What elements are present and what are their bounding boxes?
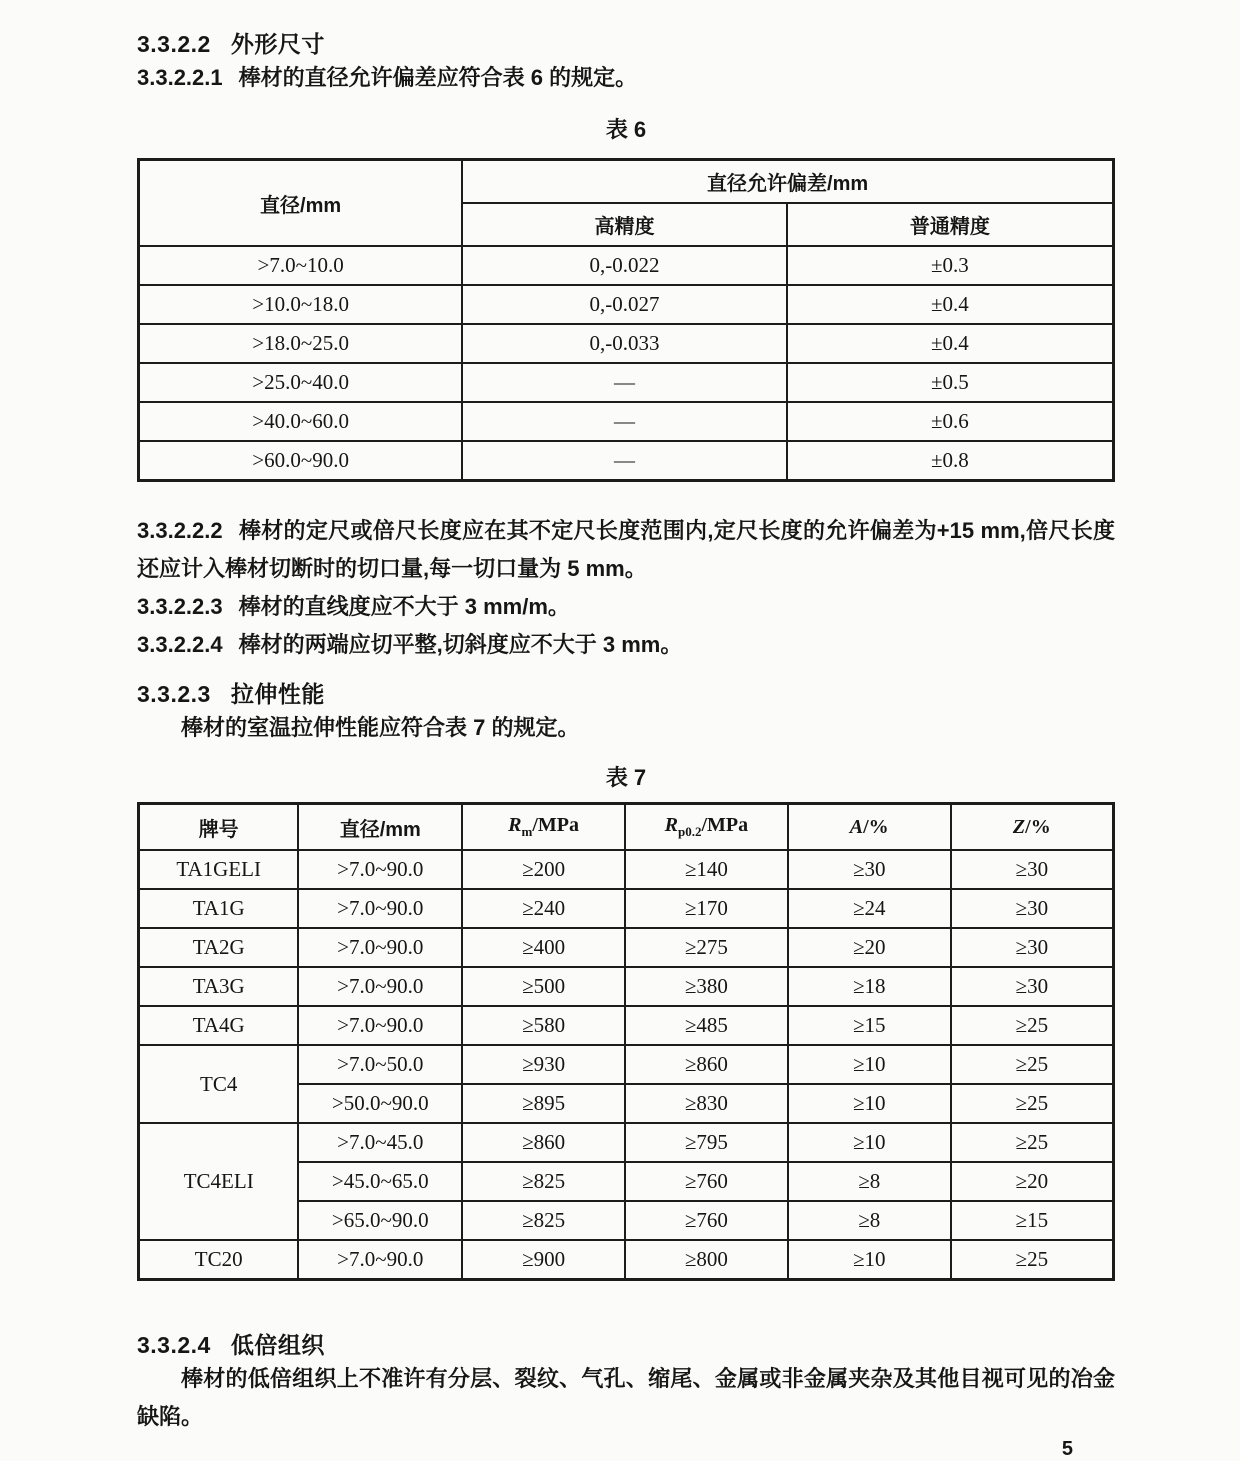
cell: 0,-0.022 <box>462 246 787 285</box>
para-macrostructure: 棒材的低倍组织上不准许有分层、裂纹、气孔、缩尾、金属或非金属夹杂及其他目视可见的冶金缺陷。 <box>137 1366 1115 1429</box>
cell: ≥860 <box>462 1123 625 1162</box>
page-number: 5 <box>1061 1438 1073 1460</box>
cell: ≥25 <box>951 1006 1114 1045</box>
grade-cell: TA1G <box>139 889 299 928</box>
clause-text: 棒材的直径允许偏差应符合表 6 的规定。 <box>238 65 638 90</box>
table-row <box>139 285 1114 324</box>
table7-header-elongation: A/% <box>788 804 951 851</box>
section-number: 3.3.2.3 <box>137 681 211 707</box>
cell: ≥240 <box>462 889 625 928</box>
cell: — <box>462 402 787 441</box>
table7-header-diameter: 直径/mm <box>298 804 462 851</box>
cell: — <box>462 363 787 402</box>
cell: ≥25 <box>951 1123 1114 1162</box>
cell: ≥800 <box>625 1240 788 1280</box>
cell: >18.0~25.0 <box>139 324 463 363</box>
grade-cell: TC4ELI <box>139 1123 299 1240</box>
table-row <box>139 850 1114 889</box>
cell: ≥24 <box>788 889 951 928</box>
cell: >65.0~90.0 <box>298 1201 462 1240</box>
cell: ≥860 <box>625 1045 788 1084</box>
cell: >60.0~90.0 <box>139 441 463 481</box>
table-row <box>139 928 1114 967</box>
section-title: 外形尺寸 <box>230 31 325 57</box>
cell: >10.0~18.0 <box>139 285 463 324</box>
cell: >7.0~90.0 <box>298 1006 462 1045</box>
clause-text: 棒材的直线度应不大于 3 mm/m。 <box>238 594 570 619</box>
table7-header-reduction: Z/% <box>951 804 1114 851</box>
clauses-block <box>137 512 1115 664</box>
cell: ≥15 <box>951 1201 1114 1240</box>
cell: 0,-0.033 <box>462 324 787 363</box>
para-tensile-intro: 棒材的室温拉伸性能应符合表 7 的规定。 <box>181 715 580 740</box>
cell: >7.0~50.0 <box>298 1045 462 1084</box>
cell: ≥20 <box>951 1162 1114 1201</box>
cell: ≥930 <box>462 1045 625 1084</box>
cell: ≥10 <box>788 1045 951 1084</box>
table7-header-rp02: $R_{p0.2}$/MPa <box>625 804 788 851</box>
cell: ≥8 <box>788 1162 951 1201</box>
section-heading-macrostructure <box>137 1327 1115 1360</box>
cell: ≥30 <box>951 889 1114 928</box>
grade-cell: TA4G <box>139 1006 299 1045</box>
cell: ≥400 <box>462 928 625 967</box>
grade-cell: TA3G <box>139 967 299 1006</box>
cell: ±0.4 <box>787 324 1114 363</box>
clause-number: 3.3.2.2.4 <box>137 632 223 657</box>
cell: ≥20 <box>788 928 951 967</box>
clause-number: 3.3.2.2.3 <box>137 594 223 619</box>
table-row <box>139 441 1114 481</box>
para-length-tolerance <box>137 512 1115 588</box>
table-row <box>139 363 1114 402</box>
cell: ≥140 <box>625 850 788 889</box>
cell: >7.0~90.0 <box>298 1240 462 1280</box>
cell: ≥18 <box>788 967 951 1006</box>
table7-header-rm: $R_m$/MPa <box>462 804 625 851</box>
cell: ≥485 <box>625 1006 788 1045</box>
table7-header-row <box>139 804 1114 851</box>
cell: ±0.6 <box>787 402 1114 441</box>
table6-header-normal-precision: 普通精度 <box>787 203 1114 246</box>
cell: >25.0~40.0 <box>139 363 463 402</box>
section-title: 低倍组织 <box>230 1332 325 1358</box>
cell: ≥825 <box>462 1201 625 1240</box>
clause-number: 3.3.2.2.2 <box>137 518 223 543</box>
table7-tensile-properties <box>137 802 1115 1281</box>
cell: >7.0~90.0 <box>298 850 462 889</box>
cell: ≥25 <box>951 1240 1114 1280</box>
grade-cell: TC20 <box>139 1240 299 1280</box>
cell: ≥8 <box>788 1201 951 1240</box>
cell: ≥795 <box>625 1123 788 1162</box>
table6-diameter-tolerance <box>137 158 1115 482</box>
table6-header-tolerance-span: 直径允许偏差/mm <box>462 160 1113 204</box>
cell: ≥170 <box>625 889 788 928</box>
table6-caption: 表 6 <box>605 117 647 142</box>
para-end-cut <box>137 626 1115 664</box>
clause-number: 3.3.2.2.1 <box>137 65 223 90</box>
cell: >7.0~10.0 <box>139 246 463 285</box>
cell: >7.0~90.0 <box>298 889 462 928</box>
table-row <box>139 1123 1114 1162</box>
clause-text: 棒材的两端应切平整,切斜度应不大于 3 mm。 <box>238 632 683 657</box>
cell: ≥380 <box>625 967 788 1006</box>
cell: ≥10 <box>788 1123 951 1162</box>
table-row <box>139 1240 1114 1280</box>
table6-header-diameter: 直径/mm <box>139 160 463 247</box>
cell: ≥25 <box>951 1084 1114 1123</box>
cell: ≥500 <box>462 967 625 1006</box>
cell: ≥895 <box>462 1084 625 1123</box>
para-straightness <box>137 588 1115 626</box>
table-row <box>139 967 1114 1006</box>
grade-cell: TA1GELI <box>139 850 299 889</box>
cell: >45.0~65.0 <box>298 1162 462 1201</box>
cell: ≥25 <box>951 1045 1114 1084</box>
cell: ≥275 <box>625 928 788 967</box>
cell: ≥580 <box>462 1006 625 1045</box>
cell: ≥30 <box>788 850 951 889</box>
cell: ≥10 <box>788 1084 951 1123</box>
cell: ±0.4 <box>787 285 1114 324</box>
para-diameter-tolerance <box>137 59 1115 97</box>
section-title: 拉伸性能 <box>230 681 325 707</box>
clause-text: 棒材的定尺或倍尺长度应在其不定尺长度范围内,定尺长度的允许偏差为+15 mm,倍尺长度还应计入棒材切断时的切口量,每一切口量为 5 mm。 <box>137 518 1115 581</box>
table7-caption: 表 7 <box>605 765 647 790</box>
table6-header-high-precision: 高精度 <box>462 203 787 246</box>
cell: >50.0~90.0 <box>298 1084 462 1123</box>
cell: ±0.8 <box>787 441 1114 481</box>
grade-cell: TC4 <box>139 1045 299 1123</box>
table-row <box>139 1045 1114 1084</box>
cell: >7.0~90.0 <box>298 928 462 967</box>
cell: ≥30 <box>951 967 1114 1006</box>
section-heading-outline-dims <box>137 26 1115 59</box>
cell: ≥760 <box>625 1201 788 1240</box>
table-row <box>139 889 1114 928</box>
section-number: 3.3.2.4 <box>137 1332 211 1358</box>
cell: >7.0~90.0 <box>298 967 462 1006</box>
cell: ≥30 <box>951 928 1114 967</box>
cell: ≥760 <box>625 1162 788 1201</box>
table6-header-row-1 <box>139 160 1114 204</box>
cell: ≥830 <box>625 1084 788 1123</box>
table-row <box>139 402 1114 441</box>
section-number: 3.3.2.2 <box>137 31 211 57</box>
cell: 0,-0.027 <box>462 285 787 324</box>
cell: ≥15 <box>788 1006 951 1045</box>
cell: ≥10 <box>788 1240 951 1280</box>
table7-header-grade: 牌号 <box>139 804 299 851</box>
table-row <box>139 324 1114 363</box>
grade-cell: TA2G <box>139 928 299 967</box>
cell: >7.0~45.0 <box>298 1123 462 1162</box>
cell: ≥30 <box>951 850 1114 889</box>
cell: ≥200 <box>462 850 625 889</box>
cell: ≥825 <box>462 1162 625 1201</box>
cell: ±0.3 <box>787 246 1114 285</box>
section-heading-tensile <box>137 676 1115 709</box>
cell: ±0.5 <box>787 363 1114 402</box>
table-row <box>139 1006 1114 1045</box>
table-row <box>139 246 1114 285</box>
cell: >40.0~60.0 <box>139 402 463 441</box>
cell: — <box>462 441 787 481</box>
cell: ≥900 <box>462 1240 625 1280</box>
